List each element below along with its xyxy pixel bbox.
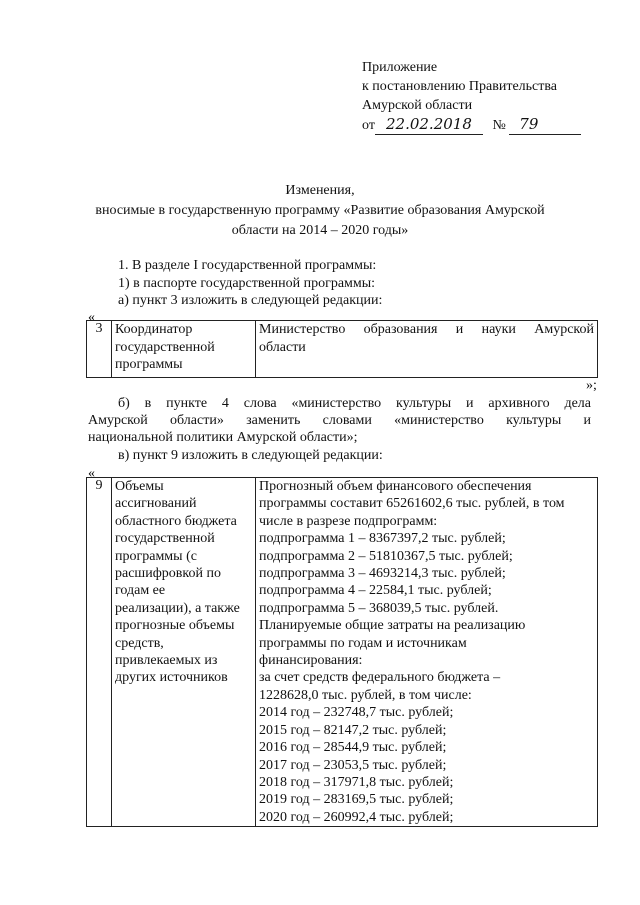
table-row (87, 321, 598, 378)
row-number: 3 (87, 321, 112, 378)
label-line: годам ее (115, 583, 166, 599)
from-label: от (362, 118, 375, 133)
number-label: № (492, 118, 506, 133)
value-line: 2015 год – 82147,2 тыс. рублей; (259, 722, 447, 738)
appendix-line-3: Амурской области (362, 98, 473, 113)
label-line: государственной (115, 339, 215, 355)
row-label (112, 478, 256, 827)
value-line: 2017 год – 23053,5 тыс. рублей; (259, 757, 447, 773)
label-line: программы (с (115, 548, 197, 564)
label-line: привлекаемых из (115, 653, 218, 669)
value-line: подпрограмма 1 – 8367397,2 тыс. рублей; (259, 531, 506, 547)
value-line: 2019 год – 283169,5 тыс. рублей; (259, 792, 454, 808)
handwritten-number: 79 (509, 115, 581, 135)
value-line: области (259, 339, 306, 355)
close-quote-1: »; (586, 378, 597, 393)
value-line: 2016 год – 28544,9 тыс. рублей; (259, 740, 447, 756)
value-line: числе в разрезе подпрограмм: (259, 513, 438, 529)
label-line: реализации), а также (115, 600, 240, 616)
label-line: Координатор (115, 322, 193, 337)
table-item-3 (86, 320, 598, 378)
paragraph-item-b (88, 395, 591, 446)
open-quote-2: « (88, 466, 95, 481)
value-line: 2018 год – 317971,8 тыс. рублей; (259, 774, 454, 790)
table-row (87, 478, 598, 827)
label-line: государственной (115, 531, 215, 547)
row-value (256, 321, 598, 378)
paragraph-item-a: а) пункт 3 изложить в следующей редакции: (118, 293, 383, 308)
title-line-1: Изменения, (285, 183, 355, 198)
label-line: прогнозные объемы (115, 618, 235, 634)
table-item-9 (86, 477, 598, 827)
value-line: программы по годам и источникам (259, 635, 467, 651)
document-title (0, 181, 640, 241)
item-b-line-1: б) в пункте 4 слова «министерство культуры и архивного дела (118, 396, 591, 411)
title-line-2: вносимые в государственную программу «Развитие образования Амурской (95, 203, 545, 218)
value-line: подпрограмма 2 – 51810367,5 тыс. рублей; (259, 548, 513, 564)
value-line: программы составит 65261602,6 тыс. рублей, в том (259, 496, 565, 512)
item-b-line-3: национальной политики Амурской области»; (88, 430, 358, 445)
appendix-line-1: Приложение (362, 60, 438, 75)
value-line: Министерство образования и науки Амурской (259, 322, 594, 337)
value-line: 2020 год – 260992,4 тыс. рублей; (259, 809, 454, 825)
title-line-3: области на 2014 – 2020 годы» (231, 223, 409, 238)
value-line: 2014 год – 232748,7 тыс. рублей; (259, 705, 454, 721)
handwritten-date: 22.02.2018 (375, 115, 483, 135)
open-quote-1: « (88, 310, 95, 325)
paragraph-passport: 1) в паспорте государственной программы: (118, 276, 376, 291)
value-line: подпрограмма 4 – 22584,1 тыс. рублей; (259, 583, 492, 599)
paragraph-section-1: 1. В разделе I государственной программы: (118, 258, 377, 273)
label-line: расшифровкой по (115, 566, 221, 582)
appendix-block (362, 58, 581, 135)
paragraph-item-v: в) пункт 9 изложить в следующей редакции: (118, 448, 383, 463)
appendix-line-2: к постановлению Правительства (362, 79, 558, 94)
row-value (256, 478, 598, 827)
value-line: Прогнозный объем финансового обеспечения (259, 479, 532, 494)
label-line: ассигнований (115, 496, 197, 512)
value-line: за счет средств федерального бюджета – (259, 670, 501, 686)
label-line: областного бюджета (115, 513, 237, 529)
appendix-date-line (362, 115, 581, 135)
row-number: 9 (87, 478, 112, 827)
label-line: средств, (115, 635, 164, 651)
item-b-line-2: Амурской области» заменить словами «министерство культуры и (88, 413, 591, 428)
value-line: подпрограмма 3 – 4693214,3 тыс. рублей; (259, 566, 506, 582)
label-line: программы (115, 357, 183, 372)
value-line: 1228628,0 тыс. рублей, в том числе: (259, 687, 472, 703)
row-label (112, 321, 256, 378)
label-line: Объемы (115, 479, 164, 494)
value-line: Планируемые общие затраты на реализацию (259, 618, 526, 634)
value-line: финансирования: (259, 653, 363, 669)
label-line: других источников (115, 670, 228, 686)
value-line: подпрограмма 5 – 368039,5 тыс. рублей. (259, 600, 499, 616)
